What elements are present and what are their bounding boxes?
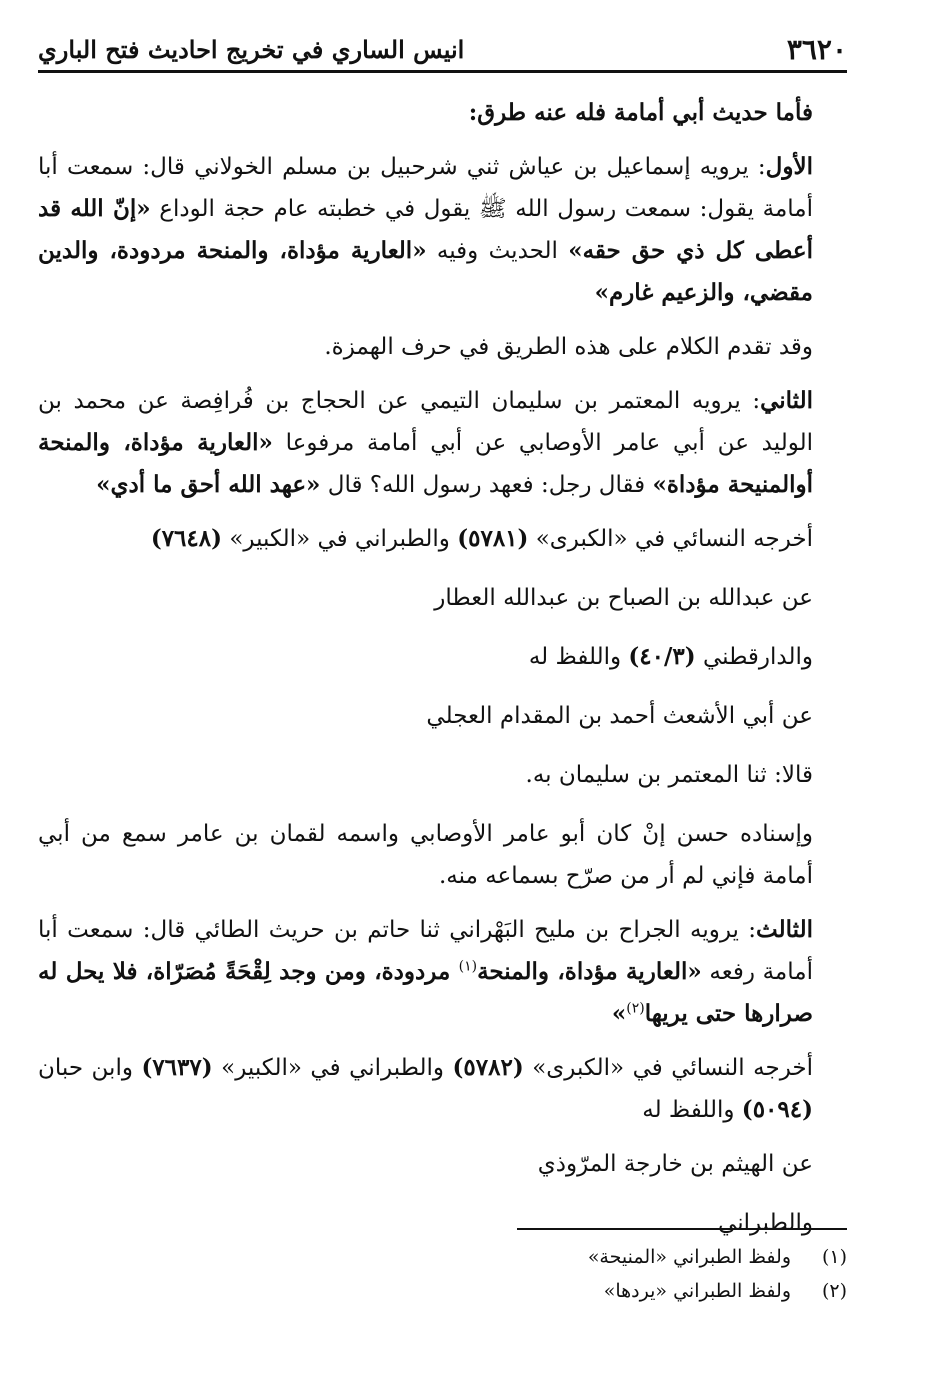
- narrator-line: عن أبي الأشعث أحمد بن المقدام العجلي: [426, 703, 813, 729]
- takhrij-text: واللفظ له: [528, 644, 629, 670]
- first-route-hadith-text: «العارية مؤداة، والمنحة مردودة، والدين مقضي، والزعيم غارم»: [38, 237, 813, 306]
- second-route-paragraph: [38, 380, 847, 506]
- third-route-hadith-close: »: [611, 1000, 627, 1027]
- third-route-label: الثالث: [756, 916, 813, 943]
- takhrij-text: أخرجه النسائي في «الكبرى»: [528, 526, 813, 552]
- page-body: [38, 92, 847, 1261]
- takhrij-text: والدارقطني: [695, 644, 813, 670]
- footnotes: [38, 1240, 847, 1308]
- second-route-connector: فقال رجل: فعهد رسول الله؟ قال: [320, 472, 653, 498]
- hadith-number: (٥٧٨٢): [452, 1054, 524, 1081]
- hadith-number: (٥٧٨١): [457, 525, 529, 552]
- narrator-line: عن عبدالله بن الصباح بن عبدالله العطار: [434, 585, 813, 611]
- second-route-label: الثاني: [760, 387, 813, 414]
- footnote-marker-2: (٢): [626, 1000, 645, 1017]
- first-route-text: : يرويه إسماعيل بن عياش ثني شرحبيل بن مسلم الخولاني قال: سمعت أبا أمامة يقول: سمعت رسول الله ﷺ يقول في خطبته عام حجة الوداع: [38, 154, 813, 222]
- isnad-assessment: وإسناده حسن إنْ كان أبو عامر الأوصابي واسمه لقمان بن عامر سمع من أبي أمامة فإني لم أر من صرّح بسماعه منه.: [38, 821, 813, 889]
- second-route-text: : يرويه المعتمر بن سليمان التيمي عن الحجاج بن فُرافِصة عن محمد بن الوليد عن أبي عامر الأوصابي عن أبي أمامة مرفوعا: [38, 388, 813, 456]
- note-first-route: وقد تقدم الكلام على هذه الطريق في حرف الهمزة.: [324, 334, 813, 360]
- second-route-hadith-text: «العارية مؤداة، والمنحة أوالمنيحة مؤداة»: [38, 429, 813, 498]
- first-route-connector: الحديث وفيه: [426, 238, 569, 264]
- hadith-number: (٧٦٣٧): [141, 1054, 213, 1081]
- narrator-line: قالا: ثنا المعتمر بن سليمان به.: [525, 762, 813, 788]
- hadith-number: (٧٦٤٨): [150, 525, 223, 552]
- takhrij-text: واللفظ له: [642, 1097, 742, 1123]
- takhrij-text: وابن حبان: [38, 1055, 142, 1081]
- hadith-number: (٥٠٩٤): [741, 1096, 813, 1123]
- section-intro: فأما حديث أبي أمامة فله عنه طرق:: [468, 99, 813, 126]
- third-route-text: : يرويه الجراح بن مليح البَهْراني ثنا حاتم بن حريث الطائي قال: سمعت أبا أمامة رفعه: [38, 917, 813, 985]
- narrator-line: والطبراني: [718, 1210, 813, 1236]
- first-route-paragraph: [38, 146, 847, 314]
- footnote-1: [38, 1240, 847, 1274]
- footnote-text: ولفظ الطبراني «يردها»: [603, 1280, 791, 1302]
- first-route-hadith-opening: «إنّ الله قد أعطى كل ذي حق حقه»: [38, 195, 813, 264]
- takhrij-text: والطبراني في «الكبير»: [212, 1055, 453, 1081]
- footnote-marker-1: (١): [458, 958, 478, 975]
- takhrij-text: أخرجه النسائي في «الكبرى»: [523, 1055, 813, 1081]
- footnote-text: ولفظ الطبراني «المنيحة»: [587, 1246, 791, 1268]
- narrator-line: عن الهيثم بن خارجة المرّوذي: [537, 1151, 813, 1177]
- third-route-hadith-part2: مردودة، ومن وجد لِقْحَةً مُصَرّاة، فلا يحل له صرارها حتى يريها: [38, 958, 813, 1027]
- running-title: انيس الساري في تخريج احاديث فتح الباري: [38, 34, 465, 64]
- footnote-number: (١): [821, 1246, 847, 1268]
- first-route-label: الأول: [765, 153, 813, 180]
- takhrij-line-nasai-tabarani: [38, 518, 847, 560]
- page-header: [38, 28, 847, 73]
- takhrij-paragraph-nasai-tabarani-ibnhibban: [38, 1047, 847, 1131]
- footnote-2: [38, 1274, 847, 1308]
- footnote-divider: [517, 1228, 847, 1230]
- takhrij-text: والطبراني في «الكبير»: [222, 526, 458, 552]
- footnote-number: (٢): [821, 1280, 847, 1302]
- takhrij-line-daraqutni: [38, 636, 847, 678]
- second-route-reply: «عهد الله أحق ما أدي»: [96, 471, 321, 498]
- page-number: ٣٦٢٠: [786, 32, 847, 66]
- third-route-hadith-part1: «العارية مؤداة، والمنحة: [477, 958, 702, 985]
- volume-page-reference: (٤٠/٣): [628, 643, 696, 670]
- third-route-paragraph: [38, 909, 847, 1035]
